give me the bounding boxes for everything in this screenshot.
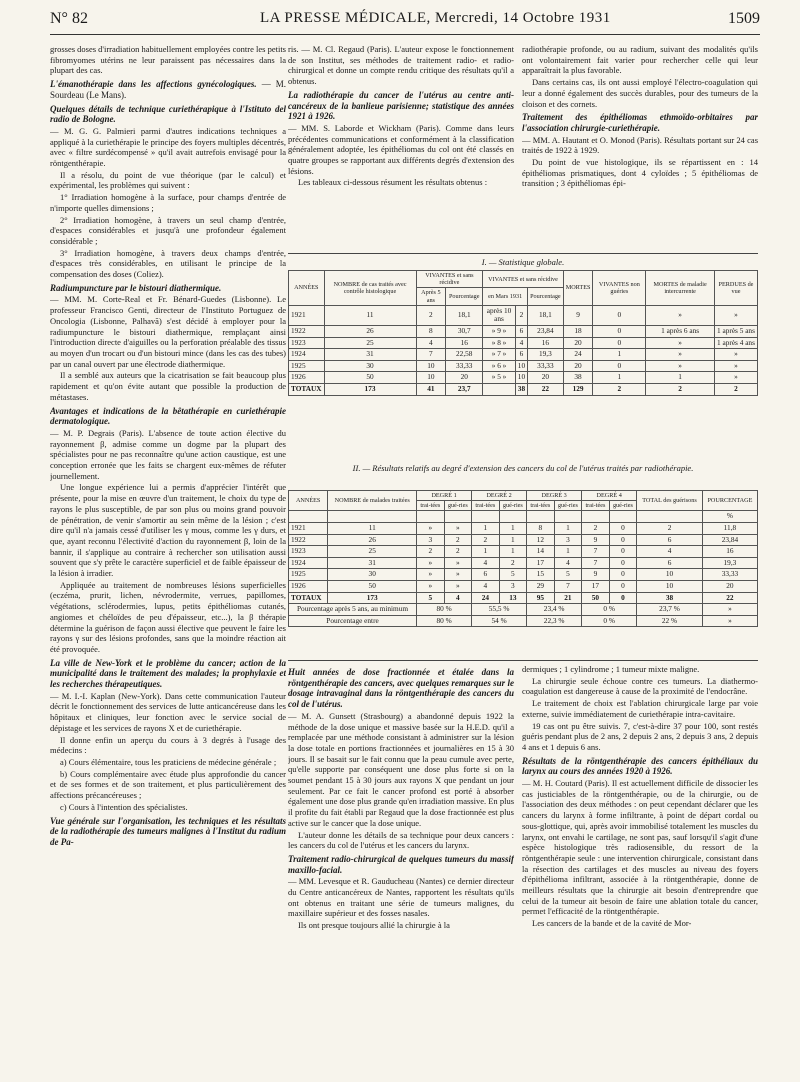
table-cell: 6 xyxy=(515,349,527,361)
table-cell: 8 xyxy=(527,523,555,535)
table-header: NOMBRE de malades traitées xyxy=(328,491,417,511)
table-cell xyxy=(609,511,637,523)
table-cell: 4 xyxy=(472,557,500,569)
table-cell: 15 xyxy=(527,569,555,581)
table-cell xyxy=(499,511,527,523)
table-cell: 18 xyxy=(563,326,593,338)
table-cell: 16 xyxy=(702,546,757,558)
table-cell: 1 xyxy=(499,534,527,546)
table-row xyxy=(289,534,758,546)
table-cell: 6 xyxy=(637,557,703,569)
table-cell: 22 xyxy=(528,383,564,395)
year-cell: 1925 xyxy=(289,360,325,372)
table-cell: 1 xyxy=(472,546,500,558)
paragraph: Dans certains cas, ils ont aussi employé l'électro-coagulation qui leur a donné également des succès durables, pour des tumeurs de la cloison et des cornets. xyxy=(522,77,758,109)
year-cell: 1926 xyxy=(289,372,325,384)
table-header: NOMBRE de cas traités avec contrôle histologique xyxy=(324,271,416,306)
table-cell: 22,3 % xyxy=(527,615,582,627)
table-cell: 10 xyxy=(515,372,527,384)
table-total-row xyxy=(289,592,758,604)
table-cell: 18,1 xyxy=(446,305,483,325)
table-cell: » 6 » xyxy=(483,360,516,372)
table-cell xyxy=(637,511,703,523)
table-cell: 23,4 % xyxy=(527,604,582,616)
table-cell: » xyxy=(702,604,757,616)
page-number: 1509 xyxy=(728,10,760,27)
middle-column-top xyxy=(288,44,514,272)
paragraph: b) Cours complémentaire avec étude plus approfondie du cancer et de ses formes et de son traitement, et plus particulièrement des affections précancéreuses ; xyxy=(50,768,286,801)
table-cell: 38 xyxy=(515,383,527,395)
table-cell: après 10 ans xyxy=(483,305,516,325)
table-row xyxy=(289,337,758,349)
table-cell: 24 xyxy=(472,592,500,604)
section-heading: Quelques détails de technique curiethérapique à l'Istituto del radio de Bologne. xyxy=(50,103,286,125)
table-cell: 1 xyxy=(554,546,582,558)
table-cell xyxy=(328,511,417,523)
table-cell: 0 xyxy=(593,337,646,349)
year-cell: 1923 xyxy=(289,546,328,558)
table-cell: 0 % xyxy=(582,604,637,616)
table-row xyxy=(289,546,758,558)
table-cell: 13 xyxy=(499,592,527,604)
table-cell: 0 xyxy=(609,580,637,592)
table-cell: 10 xyxy=(637,569,703,581)
table-cell: 16 xyxy=(446,337,483,349)
table-cell: 30 xyxy=(324,360,416,372)
table-cell xyxy=(527,511,555,523)
table-cell: 173 xyxy=(324,383,416,395)
table-cell: 2 xyxy=(417,546,445,558)
table-row xyxy=(289,580,758,592)
percent-label: Pourcentage après 5 ans, au minimum xyxy=(289,604,417,616)
table-cell: 0 xyxy=(593,305,646,325)
table-cell: 3 xyxy=(499,580,527,592)
table-cell: » xyxy=(646,337,715,349)
paragraph: Une longue expérience lui a permis d'apprécier l'intérêt que présente, pour la mise en œuvre d'un traitement, le choix du type de rayons le plus susceptible, de par son plus ou moins grand pouvoir de pénétration, de venir s'amortir au sein même de la lésion ; c'est dire qu'il n'a jamais cessé d'utiliser les γ mous, comme les γ durs, et que, ayant reconnu l'électivité d'action du rayonnement β, loin de la bannir, il s'applique au contraire à rechercher son utilisation aussi souvent que s'y prête le caractère superficiel et de faible épaisseur de la lésion à irradier. xyxy=(50,482,286,579)
section-heading: La radiothérapie du cancer de l'utérus au centre anti-cancéreux de la banlieue parisienne; statistique des années 1921 à 1926. xyxy=(288,89,514,122)
table-cell: 4 xyxy=(472,580,500,592)
divider xyxy=(288,660,758,661)
total-label: TOTAUX xyxy=(289,383,325,395)
middle-column-bottom xyxy=(288,664,514,1074)
paragraph: — MM. M. Corte-Real et Fr. Bénard-Guedes (Lisbonne). Le professeur Francisco Genti, directeur de l'Instituto Portuguez de Oncologia (Lisbonne, Palhavã) s'est décidé à employer pour la radiumpuncture le bistouri diathermique, remplaçant ainsi l'introduction directe d'aiguilles ou la perforation préalable des tissus au moyen d'un trocart ou d'un bistouri mince (dans les cas des tubes) par un canal ouvert par une électrode diathermique. xyxy=(50,294,286,369)
table-subheader: trai-tées xyxy=(472,501,500,511)
table-subheader: Pourcentage xyxy=(528,288,564,305)
table-cell: 0 xyxy=(609,569,637,581)
table-cell: 2 xyxy=(472,534,500,546)
table-cell: 1 xyxy=(499,546,527,558)
paragraph: — M. P. Degrais (Paris). L'absence de toute action élective du rayonnement β, admise comme un dogme par la plupart des spécialistes pour ne pas reconnaître qu'une action caustique, est une conception erronée que les faits se chargent eux-mêmes de réfuter journellement. xyxy=(50,427,286,481)
table-cell: 0 xyxy=(609,592,637,604)
table-global-statistics xyxy=(288,270,758,396)
table-cell: » xyxy=(646,305,715,325)
table-cell: 55,5 % xyxy=(472,604,527,616)
table-cell: » xyxy=(714,305,757,325)
table-subheader: gué-ries xyxy=(609,501,637,511)
table-header: TOTAL des guérisons xyxy=(637,491,703,511)
table-cell: 2 xyxy=(444,546,472,558)
right-column-bottom xyxy=(522,664,758,1074)
table-cell: 9 xyxy=(582,534,610,546)
table-cell: 19,3 xyxy=(702,557,757,569)
table-percent-row xyxy=(289,604,758,616)
paragraph: — M. G. G. Palmieri parmi d'autres indications techniques a appliqué à la curiethérapie le principe des foyers multiples décentrés, avec « filtre surdécompensé » qu'il avait autrefois envisagé pour la röntgenthérapie. xyxy=(50,125,286,169)
paragraph: grosses doses d'irradiation habituellement employées contre les petits fibromyomes utérins ne leur paraissent pas nécessaires dans la plupart des cas. xyxy=(50,44,286,76)
paragraph: La chirurgie seule échoue contre ces tumeurs. La diathermo-coagulation est dangereuse à cause de la proximité de l'endocrâne. xyxy=(522,675,758,697)
table-cell: 50 xyxy=(582,592,610,604)
table-header: DEGRÉ 3 xyxy=(527,491,582,501)
table-subheader: Après 5 ans xyxy=(416,288,446,305)
table-cell: 173 xyxy=(328,592,417,604)
paragraph: — M. H. Coutard (Paris). Il est actuellement difficile de dissocier les cas justiciables de la röntgenthérapie, ou de la chirurgie, ou de l'association des deux méthodes : on peut cependant déclarer que les cancers du larynx à forme infiltrante, à point de départ cordal ou sous-glottique, qui, après avoir immobilisé totalement les muscles du larynx, ont envahi le cartilage, ne sont pas, sauf lorsqu'il s'agit d'une espèce histologique très radiosensible, du ressort de la röntgenthérapie seule : une intervention chirurgicale, consistant dans la résection des cartilages et des muscles au niveau des foyers d'épithélioma infiltrant, associée à la röntgenthérapie, donne de meilleurs résultats que la chirurgie ait besoin d'entreprendre que celui de la tumeur ait besoin de faire une ablation totale du cancer, permet l'efficacité de la röntgenthérapie. xyxy=(522,778,758,917)
section-heading: Huit années de dose fractionnée et étalée dans la röntgenthérapie des cancers, avec quelques remarques sur le dosage intravaginal dans la röntgenthérapie des cancers du col de l'utérus. xyxy=(288,667,514,710)
table-cell: » xyxy=(702,615,757,627)
section-heading: Radiumpuncture par le bistouri diathermique. xyxy=(50,282,222,293)
table-row xyxy=(289,305,758,325)
table-cell: 2 xyxy=(593,383,646,395)
year-cell: 1925 xyxy=(289,569,328,581)
page-header xyxy=(50,6,760,35)
year-cell: 1926 xyxy=(289,580,328,592)
table-cell xyxy=(289,511,328,523)
paragraph: 1° Irradiation homogène à la surface, pour champs d'entrée de n'importe quelles dimensions ; xyxy=(50,192,286,213)
table-header: DEGRÉ 2 xyxy=(472,491,527,501)
section-heading: Résultats de la röntgenthérapie des cancers épithéliaux du larynx au cours des années 1920 à 1926. xyxy=(522,755,758,777)
left-column xyxy=(50,44,286,1074)
table-cell: 33,33 xyxy=(446,360,483,372)
table-header: VIVANTES et sans récidive xyxy=(416,271,483,288)
paragraph: radiothérapie profonde, ou au radium, suivant des modalités qu'ils ont volontairement fait varier pour rechercher celle qui leur apparaîtrait la plus favorable. xyxy=(522,44,758,76)
paragraph: 19 cas ont pu être suivis. 7, c'est-à-dire 37 pour 100, sont restés guéris pendant plus de 2 ans, 2 depuis 2 ans, 2 depuis 3 ans, 2 depuis 4 ans et 1 depuis 6 ans. xyxy=(522,720,758,752)
section-heading: L'émanothérapie dans les affections gynécologiques. — M. Sourdeau (Le Mans). xyxy=(50,79,286,100)
table-cell: 1 après 5 ans xyxy=(714,326,757,338)
table-cell xyxy=(554,511,582,523)
table-row xyxy=(289,523,758,535)
year-cell: 1922 xyxy=(289,326,325,338)
paragraph: dermiques ; 1 cylindrome ; 1 tumeur mixte maligne. xyxy=(522,664,700,674)
paragraph: 2° Irradiation homogène, à travers un seul champ d'entrée, d'espaces considérables et jusqu'à une profondeur également considérable ; xyxy=(50,214,286,246)
paragraph: Il a résolu, du point de vue théorique (par le calcul) et expérimental, les problèmes qui suivent : xyxy=(50,169,286,191)
table-cell xyxy=(472,511,500,523)
paragraph: — MM. Levesque et R. Gauducheau (Nantes) ce dernier directeur du Centre anticancéreux de Nantes, rapportent les résultats qu'ils ont obtenus en traitant une série de tumeurs malignes, du maxillaire supérieur et des fosses nasales. xyxy=(288,876,514,919)
year-cell: 1922 xyxy=(289,534,328,546)
table-cell: 16 xyxy=(528,337,564,349)
table-row xyxy=(289,326,758,338)
table-cell: 31 xyxy=(324,349,416,361)
table-cell: » xyxy=(646,360,715,372)
table-cell: 0 xyxy=(609,546,637,558)
table-cell: 54 % xyxy=(472,615,527,627)
table-cell: 25 xyxy=(324,337,416,349)
paragraph: ris. — M. Cl. Regaud (Paris). L'auteur expose le fonctionnement de son Institut, ses méthodes de traitement radio- et radio-chirurgical et donne un compte rendu critique des résultats qu'il a obtenus. xyxy=(288,44,514,87)
table-cell: 20 xyxy=(702,580,757,592)
table-cell: 2 xyxy=(515,305,527,325)
table-cell: 2 xyxy=(499,557,527,569)
table-cell: 7 xyxy=(554,580,582,592)
table-cell: 14 xyxy=(527,546,555,558)
table-header: ANNÉES xyxy=(289,271,325,306)
table-cell: » xyxy=(714,349,757,361)
table-cell: 0 xyxy=(593,360,646,372)
table-cell: 1 xyxy=(554,523,582,535)
year-cell: 1924 xyxy=(289,557,328,569)
table-header: VIVANTES et sans récidive xyxy=(483,271,563,288)
table-cell xyxy=(582,511,610,523)
table-cell: 7 xyxy=(582,557,610,569)
table-cell: » xyxy=(714,360,757,372)
table-subheader: trai-tées xyxy=(527,501,555,511)
table-cell: » xyxy=(646,349,715,361)
table-cell: 30,7 xyxy=(446,326,483,338)
table-cell: » 5 » xyxy=(483,372,516,384)
table-subheader: trai-tées xyxy=(582,501,610,511)
table-cell: 30 xyxy=(328,569,417,581)
total-label: TOTAUX xyxy=(289,592,328,604)
table-cell: 7 xyxy=(416,349,446,361)
paragraph: Les cancers de la bande et de la cavité de Mor- xyxy=(532,918,692,929)
table-subheader: trai-tées xyxy=(417,501,445,511)
year-cell: 1921 xyxy=(289,305,325,325)
table-cell: » xyxy=(714,372,757,384)
table-cell: 7 xyxy=(582,546,610,558)
table-cell: 1 xyxy=(646,372,715,384)
table-cell: 23,84 xyxy=(528,326,564,338)
table-cell: » xyxy=(417,557,445,569)
percent-label: Pourcentage entre xyxy=(289,615,417,627)
paragraph: — MM. A. Hautant et O. Monod (Paris). Résultats portant sur 24 cas traités de 1922 à 1929. xyxy=(522,134,758,156)
divider xyxy=(288,253,758,254)
table1-caption: I. — Statistique globale. xyxy=(481,257,565,267)
year-cell: 1923 xyxy=(289,337,325,349)
paragraph: Il donne enfin un aperçu du cours à 3 degrés à l'usage des médecins : xyxy=(50,734,286,756)
table-cell: 10 xyxy=(637,580,703,592)
paragraph: Les tableaux ci-dessous résument les résultats obtenus : xyxy=(298,177,488,188)
paragraph: — MM. S. Laborde et Wickham (Paris). Comme dans leurs précédentes communications et conformément à la classification généralement adoptée, les épithéliomas du col ont été classés en quatre groupes se rapportant aux différents degrés d'extension des lésions. xyxy=(288,122,514,176)
table-header: PERDUES de vue xyxy=(714,271,757,306)
table-cell: 25 xyxy=(328,546,417,558)
table-cell: 33,33 xyxy=(528,360,564,372)
table-cell: 2 xyxy=(637,523,703,535)
table-body xyxy=(289,511,758,592)
table-cell: » xyxy=(444,569,472,581)
table-cell: » 9 » xyxy=(483,326,516,338)
table-cell: 4 xyxy=(444,592,472,604)
table-cell: 0 xyxy=(609,557,637,569)
table-cell: 8 xyxy=(416,326,446,338)
table-cell: 10 xyxy=(515,360,527,372)
section-heading: Traitement radio-chirurgical de quelques tumeurs du massif maxillo-facial. xyxy=(288,853,514,875)
table-extension-degree xyxy=(288,490,758,627)
table-cell: 4 xyxy=(637,546,703,558)
journal-title: LA PRESSE MÉDICALE, Mercredi, 14 Octobre 1931 xyxy=(260,10,611,26)
table-cell: 95 xyxy=(527,592,555,604)
table-cell: 0 xyxy=(609,523,637,535)
table-cell: » xyxy=(444,557,472,569)
table-subheader: gué-ries xyxy=(444,501,472,511)
issue-number: N° 82 xyxy=(50,10,88,27)
table-cell xyxy=(483,383,516,395)
table-cell: 17 xyxy=(582,580,610,592)
table-cell: » 8 » xyxy=(483,337,516,349)
right-column-top xyxy=(522,44,758,272)
table-cell: 20 xyxy=(563,337,593,349)
table2-caption: II. — Résultats relatifs au degré d'extension des cancers du col de l'utérus traités par radiothérapie. xyxy=(352,463,694,473)
table-cell: 20 xyxy=(446,372,483,384)
table-cell: 6 xyxy=(515,326,527,338)
table-total-row xyxy=(289,383,758,395)
table-header: POURCENTAGE xyxy=(702,491,757,511)
table-cell: 0 xyxy=(609,534,637,546)
paragraph: Le traitement de choix est l'ablation chirurgicale large par voie externe, suivie immédiatement de curiethérapie intra-cavitaire. xyxy=(522,698,758,719)
paragraph: — M. A. Gunsett (Strasbourg) a abandonné depuis 1922 la méthode de la dose unique et massive basée sur la H.E.D. qu'il a remplacée par une méthode consistant à administrer sur la lésion la dose totale en portions fractionnées et journalières en 15 à 30 jours. Il se basait sur le fait connu que la peau cumule avec perte, qu'elle supporte par conséquent une dose plus forte si on la soumet pendant 15 à 30 jours aux rayons X que pendant un jour seulement. Par ce fait le cancer profond est porté à absorber également une dose plus grande qu'en irradiation massive. En plus il profite du fait établi par Regaud que la dose fractionnée est plus active sur le cancer que la dose unique. xyxy=(288,710,514,828)
table-row xyxy=(289,557,758,569)
table-cell: 2 xyxy=(646,383,715,395)
table-header: MORTES xyxy=(563,271,593,306)
table-cell: 22,58 xyxy=(446,349,483,361)
table-cell: 2 xyxy=(714,383,757,395)
section-heading: Vue générale sur l'organisation, les techniques et les résultats de la radiothérapie des tumeurs malignes à l'Institut du radium de Pa- xyxy=(50,815,286,847)
table-cell: 129 xyxy=(563,383,593,395)
table-cell: 10 xyxy=(416,360,446,372)
table-cell: 11 xyxy=(324,305,416,325)
table-cell: 9 xyxy=(563,305,593,325)
table-cell: 0 % xyxy=(582,615,637,627)
paragraph: Appliquée au traitement de nombreuses lésions superficielles (eczéma, prurit, lichen, névrodermite, verrues, papillomes, végétations, sclérodermies, lupus, petits épithéliomas cutanés, angiomes et chéloïdes de peu d'épaisseur, etc...), la β thérapie détermine la guérison de façon aussi élective que peuvent le faire les rayons γ sur des lésions profondes, sans que la moindre réaction ait été provoquée. xyxy=(50,579,286,654)
table-row xyxy=(289,349,758,361)
paragraph: c) Cours à l'intention des spécialistes. xyxy=(60,801,188,812)
paragraph: Du point de vue histologique, ils se répartissent en : 14 épithéliomas prismatiques, dont 4 cyloïdes ; 5 épithéliomas de transition ; 3 épithéliomas épi- xyxy=(522,157,758,189)
table-body xyxy=(289,305,758,383)
table-cell: 50 xyxy=(328,580,417,592)
table-cell: 6 xyxy=(472,569,500,581)
table-cell: 29 xyxy=(527,580,555,592)
table-cell: 1 xyxy=(593,349,646,361)
table-cell: 2 xyxy=(444,534,472,546)
table-cell: » xyxy=(417,569,445,581)
table-header: MORTES de maladie intercurrente xyxy=(646,271,715,306)
table-cell: 2 xyxy=(582,523,610,535)
table-cell: 11 xyxy=(328,523,417,535)
section-heading: La ville de New-York et le problème du cancer; action de la municipalité dans le traitement des malades; la prophylaxie et les recherches thérapeutiques. xyxy=(50,657,286,690)
table-header: DEGRÉ 1 xyxy=(417,491,472,501)
year-cell: 1921 xyxy=(289,523,328,535)
table-percent-row xyxy=(289,615,758,627)
table-cell: 11,8 xyxy=(702,523,757,535)
table-cell: 20 xyxy=(563,360,593,372)
table-header: DEGRÉ 4 xyxy=(582,491,637,501)
table-cell: 12 xyxy=(527,534,555,546)
table-cell: 18,1 xyxy=(528,305,564,325)
table-cell: 1 après 6 ans xyxy=(646,326,715,338)
table-cell: 80 % xyxy=(417,604,472,616)
table-cell: 38 xyxy=(637,592,703,604)
table-cell: 31 xyxy=(328,557,417,569)
paragraph: L'auteur donne les détails de sa technique pour deux cancers : les cancers du col de l'utérus et les cancers du larynx. xyxy=(288,829,514,851)
table-cell: 22 % xyxy=(637,615,703,627)
table-cell: 23,84 xyxy=(702,534,757,546)
year-cell: 1924 xyxy=(289,349,325,361)
table-cell: 1 xyxy=(593,372,646,384)
table-row xyxy=(289,511,758,523)
table-cell: » xyxy=(444,523,472,535)
table-subheader: en Mars 1931 xyxy=(483,288,528,305)
paragraph: — M. I.-I. Kaplan (New-York). Dans cette communication l'auteur décrit le fonctionnement des services de lutte anticancéreuse dans les hôpitaux et cliniques, leur fonction avec le service social de dépistage et les services de rayons X et de curiethérapie. xyxy=(50,690,286,733)
table-cell: 21 xyxy=(554,592,582,604)
table-cell: 9 xyxy=(582,569,610,581)
table-cell: 41 xyxy=(416,383,446,395)
table-cell: 0 xyxy=(593,326,646,338)
table-cell: 5 xyxy=(417,592,445,604)
table-cell: » xyxy=(417,523,445,535)
paragraph: a) Cours élémentaire, tous les praticiens de médecine générale ; xyxy=(60,757,277,767)
table-subheader: gué-ries xyxy=(499,501,527,511)
table-cell: 33,33 xyxy=(702,569,757,581)
table-header: VIVANTES non guéries xyxy=(593,271,646,306)
table-cell: 23,7 xyxy=(446,383,483,395)
paragraph: 3° Irradiation homogène, à travers deux champs d'entrée, d'espaces très considérables, en utilisant le principe de la compensation des doses (Coliez). xyxy=(50,247,286,280)
table-row xyxy=(289,360,758,372)
table-cell: » xyxy=(444,580,472,592)
table-row xyxy=(289,569,758,581)
table-cell: % xyxy=(702,511,757,523)
table-cell: 80 % xyxy=(417,615,472,627)
table-cell: » 7 » xyxy=(483,349,516,361)
table-cell: 17 xyxy=(527,557,555,569)
table-row xyxy=(289,372,758,384)
section-heading: Avantages et indications de la bêtathérapie en curiethérapie dermatologique. xyxy=(50,405,286,427)
table-cell: 4 xyxy=(416,337,446,349)
table-cell: 4 xyxy=(515,337,527,349)
table-header: ANNÉES xyxy=(289,491,328,511)
table-cell: 3 xyxy=(554,534,582,546)
table-cell: 20 xyxy=(528,372,564,384)
table-cell: 5 xyxy=(499,569,527,581)
table-subheader: gué-ries xyxy=(554,501,582,511)
table-cell: 26 xyxy=(328,534,417,546)
table-subheader: Pourcentage xyxy=(446,288,483,305)
table-cell: » xyxy=(417,580,445,592)
table-cell: 38 xyxy=(563,372,593,384)
table-cell: 10 xyxy=(416,372,446,384)
table-cell: 2 xyxy=(416,305,446,325)
table-cell: 50 xyxy=(324,372,416,384)
table-cell xyxy=(417,511,445,523)
section-heading: Traitement des épithéliomas ethmoïdo-orbitaires par l'association chirurgie-curiethérapie. xyxy=(522,112,758,133)
table-cell xyxy=(444,511,472,523)
table-cell: 22 xyxy=(702,592,757,604)
table-cell: 5 xyxy=(554,569,582,581)
paragraph: Il a semblé aux auteurs que la cicatrisation se fait beaucoup plus rapidement et qu'on évite autant que possible la production de métastases. xyxy=(50,370,286,402)
table-cell: 1 après 4 ans xyxy=(714,337,757,349)
table-cell: 26 xyxy=(324,326,416,338)
table-cell: 1 xyxy=(499,523,527,535)
table-cell: 1 xyxy=(472,523,500,535)
table-cell: 4 xyxy=(554,557,582,569)
table-cell: 6 xyxy=(637,534,703,546)
table-cell: 3 xyxy=(417,534,445,546)
paragraph: Ils ont presque toujours allié la chirurgie à la xyxy=(298,920,450,931)
table-cell: 23,7 % xyxy=(637,604,703,616)
table-cell: 24 xyxy=(563,349,593,361)
table-cell: 19,3 xyxy=(528,349,564,361)
